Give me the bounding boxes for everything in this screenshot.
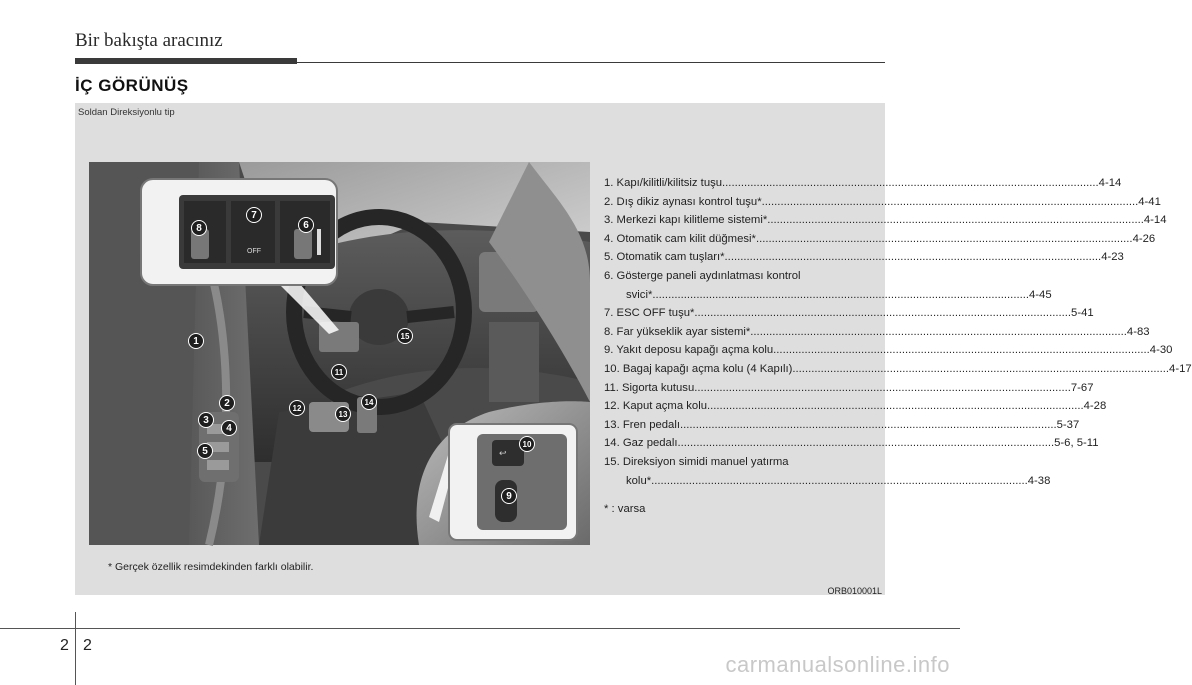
crop-mark-vertical [75,612,76,685]
list-item [604,416,1080,435]
list-item-text: 11. Sigorta kutusu [604,381,695,394]
interior-photo [89,162,590,545]
leader-dots: ........................................................................................................................ [722,177,1099,189]
list-item-page: 4-26 [1132,232,1156,245]
leader-dots: ........................................................................................................................ [792,362,1170,375]
list-item-text: 10. Bagaj kapağı açma kolu (4 Kapılı) [604,362,793,375]
list-item-page: 4-14 [1098,177,1122,189]
list-item-text-cont: kolu* [626,474,652,487]
list-item-page: 4-23 [1101,251,1124,264]
esc-off-label: OFF [247,248,261,255]
svg-text:↩: ↩ [499,449,507,459]
callout-15: 15 [397,328,413,344]
list-item-page: 4-41 [1138,195,1161,208]
list-item [604,267,1052,304]
list-item-text: 9. Yakıt deposu kapağı açma kolu [604,344,774,357]
list-item [604,434,1099,453]
list-item-text: 8. Far yükseklik ayar sistemi* [604,325,751,338]
list-item-text: 5. Otomatik cam tuşları* [604,251,725,264]
list-item [604,341,1173,360]
component-list [604,174,1192,518]
list-item-text: 6. Gösterge paneli aydınlatması kontrol [604,269,801,282]
list-item [604,304,1094,323]
callout-4: 4 [221,420,237,436]
list-item-page: 5-41 [1071,307,1094,320]
variant-label: Soldan Direksiyonlu tip [78,107,175,118]
list-item-text: 12. Kaput açma kolu [604,400,707,413]
list-item-page: 4-17 [1169,362,1192,375]
page-number-right: 2 [83,637,92,654]
leader-dots: ........................................................................................................................ [694,381,1071,394]
list-item [604,323,1150,342]
list-item-page: 4-45 [1029,288,1052,301]
image-code: ORB010001L [827,586,882,596]
release-levers-inset [447,422,579,542]
leader-dots: ........................................................................................................................ [652,288,1030,301]
list-item-text: 14. Gaz pedalı [604,437,678,450]
callout-3: 3 [198,412,214,428]
list-item-page: 4-30 [1149,344,1173,357]
list-item-text: 13. Fren pedalı [604,418,680,431]
callout-1: 1 [188,333,204,349]
list-item-page: 5-37 [1056,418,1080,431]
list-item-page: 5-6, 5-11 [1054,437,1099,450]
watermark: carmanualsonline.info [725,652,950,677]
leader-dots: ........................................................................................................................ [750,325,1127,338]
callout-5: 5 [197,443,213,459]
list-item [604,248,1124,267]
leader-dots: ........................................................................................................................ [773,344,1150,357]
list-item-page: 4-14 [1143,214,1167,227]
leader-dots: ........................................................................................................................ [677,437,1055,450]
list-item-text: 1. Kapı/kilitli/kilitsiz tuşu [604,177,723,189]
leader-dots: ........................................................................................................................ [755,232,1133,245]
callout-6: 6 [298,217,314,233]
chapter-title: Bir bakışta aracınız [75,30,223,51]
list-item-text: 7. ESC OFF tuşu* [604,307,695,320]
list-item-text: 4. Otomatik cam kilit düğmesi* [604,232,756,245]
list-item [604,193,1161,212]
list-item-text-cont: svici* [626,288,653,301]
leader-dots: ........................................................................................................................ [651,474,1028,487]
list-item-text: 3. Merkezi kapı kilitleme sistemi* [604,214,768,227]
list-item [604,453,1051,490]
list-item-page: 4-83 [1126,325,1150,338]
list-item-text: 2. Dış dikiz aynası kontrol tuşu* [604,195,762,208]
callout-8: 8 [191,220,207,236]
list-item [604,379,1094,398]
list-item-page: 4-28 [1083,400,1107,413]
callout-10: 10 [519,436,535,452]
leader-dots: ........................................................................................................................ [694,307,1072,320]
page-number-left: 2 [60,637,69,654]
list-item-page: 7-67 [1070,381,1094,394]
leader-dots: ........................................................................................................................ [767,214,1144,227]
list-item [604,211,1167,230]
leader-dots: ........................................................................................................................ [707,400,1084,413]
list-item [604,397,1107,416]
list-item [604,360,1192,379]
callout-14: 14 [361,394,377,410]
list-item [604,174,1122,193]
list-item-page: 4-38 [1027,474,1051,487]
list-item-text: 15. Direksiyon simidi manuel yatırma [604,455,789,468]
callout-11: 11 [331,364,347,380]
leader-dots: ........................................................................................................................ [680,418,1057,431]
callout-7: 7 [246,207,262,223]
callout-12: 12 [289,400,305,416]
leader-dots: ........................................................................................................................ [724,251,1102,264]
crop-mark-horizontal [0,628,960,629]
availability-note: * : varsa [604,503,646,516]
list-item [604,230,1156,249]
callout-13: 13 [335,406,351,422]
section-title: İÇ GÖRÜNÜŞ [75,76,189,95]
callout-9: 9 [501,488,517,504]
header-rule [297,62,885,63]
leader-dots: ........................................................................................................................ [761,195,1139,208]
header-accent-bar [75,58,297,64]
footnote: * Gerçek özellik resimdekinden farklı olabilir. [108,561,314,573]
callout-2: 2 [219,395,235,411]
